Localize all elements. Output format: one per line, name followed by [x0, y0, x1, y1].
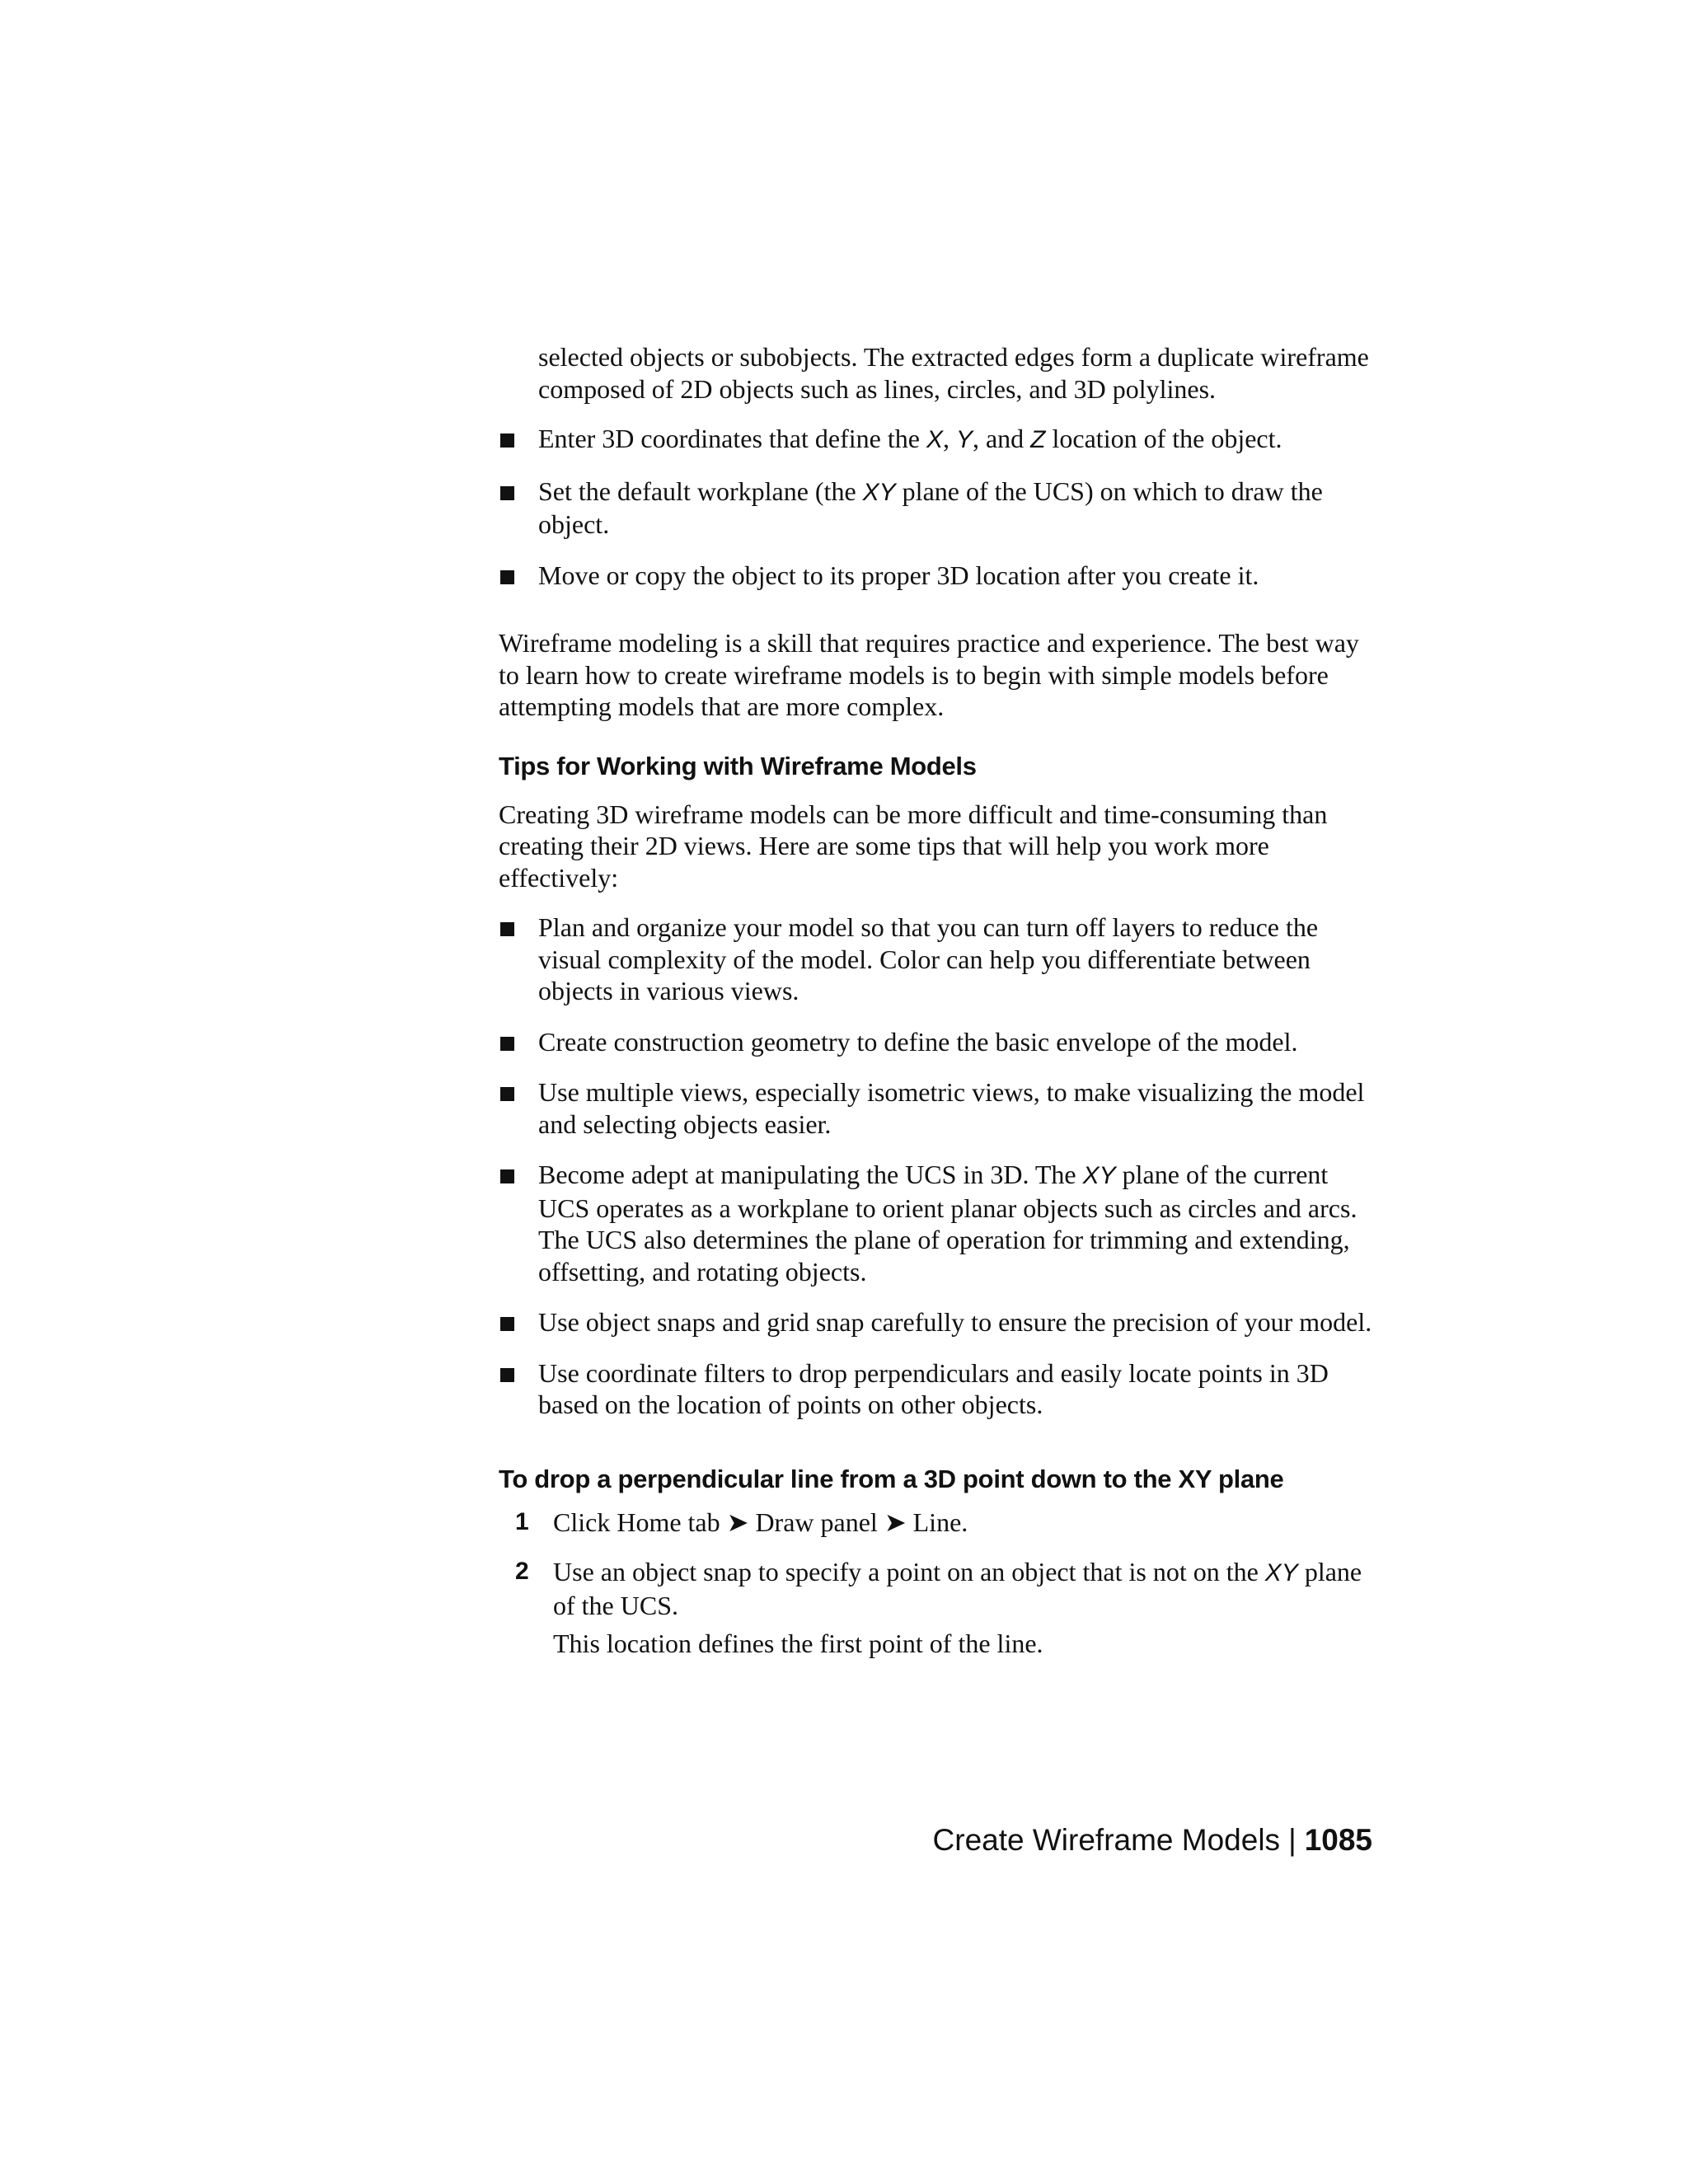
page-number: 1085 — [1304, 1823, 1372, 1857]
procedure-steps — [499, 1507, 1372, 1660]
continued-bullet-text: selected objects or subobjects. The extracted edges form a duplicate wireframe composed of 2D objects such as lines, circles, and 3D polylines. — [538, 342, 1369, 404]
bullet-list-tips — [499, 912, 1372, 1421]
step-item: 1 Click Home tab ➤ Draw panel ➤ Line. — [515, 1507, 968, 1537]
bullet-item: Create construction geometry to define the basic envelope of the model. — [499, 1026, 1372, 1058]
bullet-item: Set the default workplane (the XY plane of the UCS) on which to draw the object. — [499, 476, 1372, 541]
square-bullet-icon — [500, 1317, 514, 1331]
bullet-item: Use multiple views, especially isometric views, to make visualizing the model and selecting objects easier. — [499, 1076, 1372, 1140]
step-result-note: This location defines the first point of the line. — [553, 1629, 1043, 1658]
square-bullet-icon — [500, 1169, 514, 1183]
page-content — [499, 341, 1372, 1678]
footer-section-title: Create Wireframe Models — [932, 1823, 1281, 1857]
bullet-item: Become adept at manipulating the UCS in 3D. The XY plane of the current UCS operates as a workplane to orient planar objects such as circles and arcs. The UCS also determines the plane of operation for trimming and extending, offsetting, and rotating objects. — [499, 1159, 1372, 1287]
square-bullet-icon — [500, 1037, 514, 1051]
procedure-heading: To drop a perpendicular line from a 3D point down to the XY plane — [499, 1464, 1284, 1493]
bullet-item: Move or copy the object to its proper 3D location after you create it. — [499, 560, 1372, 592]
body-paragraph: Creating 3D wireframe models can be more difficult and time-consuming than creating their 2D views. Here are some tips that will help you work more effectively: — [499, 799, 1328, 893]
square-bullet-icon — [500, 486, 514, 500]
bullet-item: Plan and organize your model so that you can turn off layers to reduce the visual complexity of the model. Color can help you differentiate between objects in various views. — [499, 912, 1372, 1007]
body-paragraph: Wireframe modeling is a skill that requires practice and experience. The best way to learn how to create wireframe models is to begin with simple models before attempting models that are more complex. — [499, 628, 1359, 721]
bullet-list-methods — [499, 423, 1372, 591]
footer-separator: | — [1288, 1823, 1296, 1857]
step-item: 2 Use an object snap to specify a point on an object that is not on the XY plane of the UCS. This location defines the first point of the line. — [499, 1556, 1372, 1660]
step-number: 1 — [515, 1507, 529, 1535]
page-footer — [933, 1823, 1372, 1858]
bullet-item: Use object snaps and grid snap carefully to ensure the precision of your model. — [499, 1306, 1372, 1338]
square-bullet-icon — [500, 570, 514, 584]
bullet-item: Enter 3D coordinates that define the X, Y, and Z location of the object. — [499, 423, 1372, 457]
square-bullet-icon — [500, 434, 514, 448]
step-number: 2 — [515, 1558, 529, 1585]
square-bullet-icon — [500, 922, 514, 936]
section-heading: Tips for Working with Wireframe Models — [499, 751, 977, 780]
square-bullet-icon — [500, 1368, 514, 1382]
square-bullet-icon — [500, 1087, 514, 1101]
bullet-item: Use coordinate filters to drop perpendiculars and easily locate points in 3D based on the location of points on other objects. — [499, 1357, 1372, 1421]
